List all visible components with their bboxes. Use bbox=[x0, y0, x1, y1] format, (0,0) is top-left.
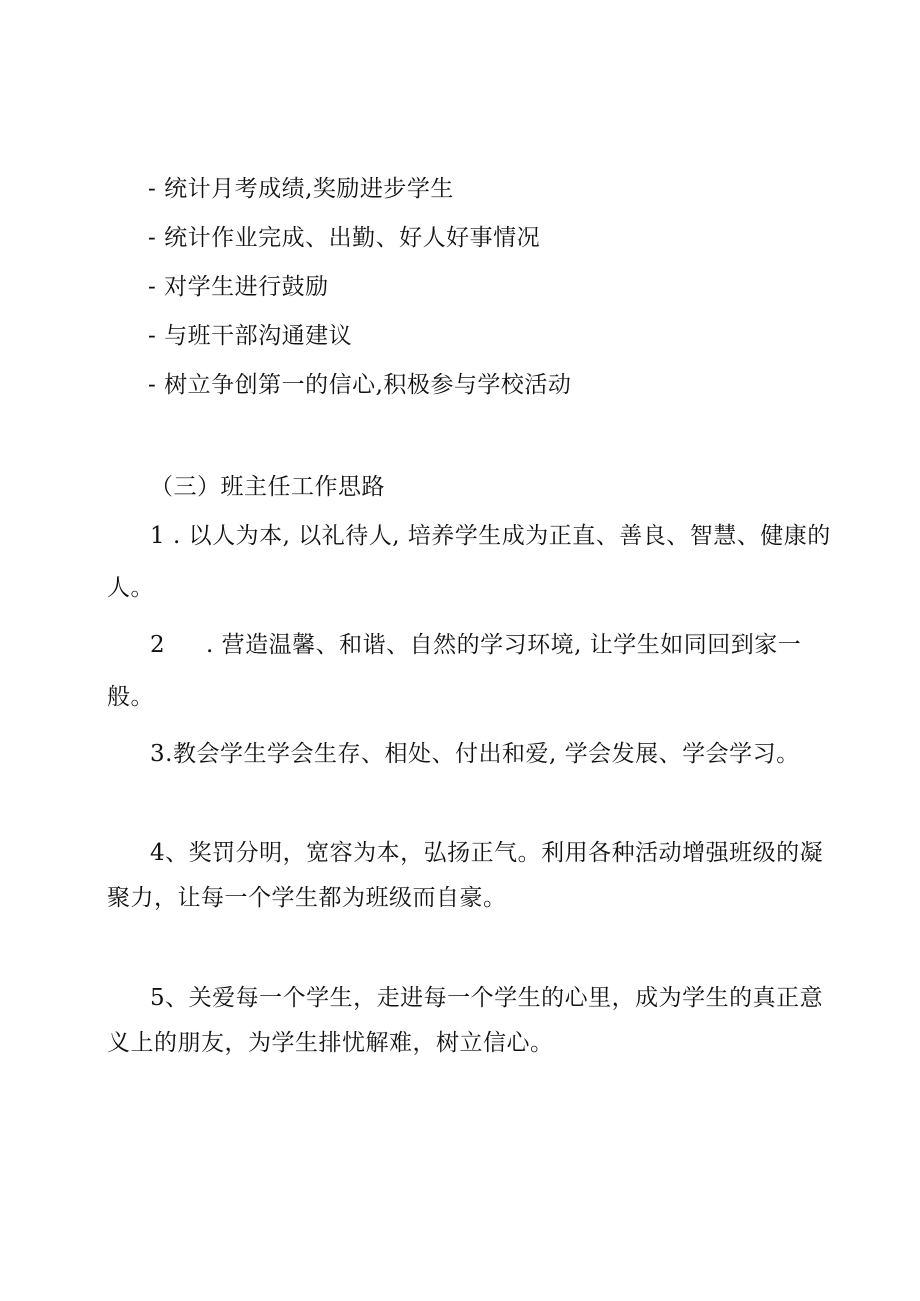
item-4-line-2: 聚力，让每一个学生都为班级而自豪。 bbox=[107, 885, 507, 911]
item-3-line-1: 3.教会学生学会生存、相处、付出和爱, 学会发展、学会学习。 bbox=[150, 741, 800, 767]
item-1-line-2: 人。 bbox=[107, 575, 154, 601]
item-5-line-2: 义上的朋友，为学生排忧解难，树立信心。 bbox=[107, 1030, 554, 1056]
bullet-item: - 树立争创第一的信心,积极参与学校活动 bbox=[148, 372, 572, 398]
item-2-text: . 营造温馨、和谐、自然的学习环境, 让学生如同回到家一 bbox=[206, 632, 802, 658]
section-heading: （三）班主任工作思路 bbox=[150, 474, 385, 500]
bullet-item: - 统计月考成绩,奖励进步学生 bbox=[148, 176, 454, 202]
bullet-item: - 统计作业完成、出勤、好人好事情况 bbox=[148, 225, 541, 251]
item-5-line-1: 5、关爱每一个学生，走进每一个学生的心里，成为学生的真正意 bbox=[150, 985, 824, 1011]
item-1-line-1: 1 . 以人为本, 以礼待人, 培养学生成为正直、善良、智慧、健康的 bbox=[150, 523, 831, 549]
item-2-line-2: 般。 bbox=[107, 684, 154, 710]
bullet-item: - 对学生进行鼓励 bbox=[148, 274, 329, 300]
item-4-line-1: 4、奖罚分明，宽容为本，弘扬正气。利用各种活动增强班级的凝 bbox=[150, 840, 824, 866]
item-2-number: 2 bbox=[150, 632, 166, 658]
bullet-item: - 与班干部沟通建议 bbox=[148, 323, 353, 349]
item-2-line-1 bbox=[150, 630, 801, 660]
